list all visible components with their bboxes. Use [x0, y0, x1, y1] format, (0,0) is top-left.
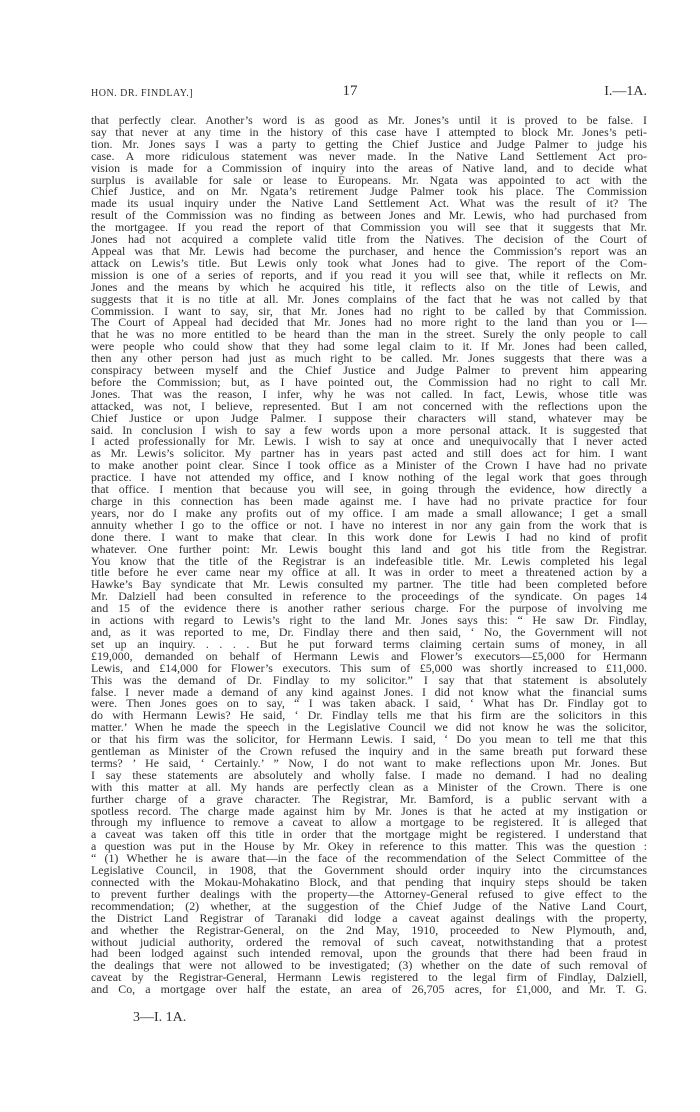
text-line: connected with the Mokau-Mohakatino Block, and that pending that inquiry steps should be taken	[91, 875, 647, 889]
text-line: charge in this connection has been made against me. I have had no private practice for four	[91, 494, 647, 508]
page-number: 17	[342, 83, 358, 99]
text-line: Jones and the means by which he acquired his title, it reflects also on the title of Lewis, and	[91, 279, 647, 294]
text-line: caveat by the Registrar-General, Hermann Lewis registered to the legal firm of Findlay, Dalziell,	[91, 970, 647, 985]
text-line: do with Hermann Lewis? He said, ‘ Dr. Findlay tells me that his firm are the solicitors in this	[91, 708, 647, 723]
text-line: conspiracy between myself and the Chief Justice and Judge Palmer to prevent him appearing	[91, 363, 647, 378]
text-line: a caveat was taken off this title in order that the mortgage might be registered. I understand that	[91, 827, 647, 842]
text-line: suggests that it is no title at all. Mr. Jones complains of the fact that he was not called by that	[91, 291, 647, 306]
text-line: the dealings that were not allowed to be investigated; (3) whether on the date of such removal of	[91, 958, 647, 973]
text-line: through my influence to remove a caveat to allow a mortgage to be registered. It is alleged that	[91, 815, 647, 830]
text-line: I acted professionally for Mr. Lewis. I wish to say at once and unequivocally that I never acted	[91, 434, 647, 449]
text-line: gentleman as Minister of the Crown refused the inquiry and in the same breath put forward these	[91, 744, 647, 759]
text-line: without judicial authority, ordered the removal of such caveat, notwithstanding that a protest	[91, 934, 647, 949]
text-line: Jones. That was the reason, I infer, why he was not called. In fact, Lewis, whose title was	[91, 386, 647, 401]
text-line: say that never at any time in the history of this case have I attempted to block Mr. Jones’s peti-	[91, 124, 647, 139]
text-line: Chief Justice or upon Judge Palmer. I suppose their characters will stand, whatever may be	[91, 410, 647, 425]
text-line: This was the demand of Dr. Findlay to my solicitor.” I say that that statement is absolutely	[91, 672, 647, 687]
text-line: matter.’ When he made the speech in the Legislative Council we did not know he was the solicitor,	[91, 720, 647, 735]
text-line: £19,000, demanded on behalf of Hermann Lewis and Flower’s executors—£5,000 for Hermann	[91, 648, 647, 663]
text-line: case. A more ridiculous statement was never made. In the Native Land Settlement Act pro-	[91, 148, 647, 163]
text-line: result of the Commission was no finding as between Jones and Mr. Lewis, who had purchased from	[91, 208, 647, 223]
text-line: whatever. One further point: Mr. Lewis bought this land and got his title from the Registrar.	[91, 541, 647, 556]
text-line: Hawke’s Bay syndicate that Mr. Lewis consulted my partner. The title had been completed before	[91, 577, 647, 592]
text-line: vision is made for a Commission of inquiry into the areas of Native land, and to decide what	[91, 160, 647, 175]
text-line: further charge of a grave character. The Registrar, Mr. Bamford, is a public servant with a	[91, 791, 647, 806]
running-head-speaker: HON. DR. FINDLAY.]	[91, 88, 194, 99]
text-line: in actions with regard to Lewis’s right to the land Mr. Jones says this: “ He saw Dr. Findlay,	[91, 613, 647, 628]
text-line: “ (1) Whether he is aware that—in the face of the recommendation of the Select Committee of the	[91, 851, 647, 866]
text-line: had been lodged against such intended removal, upon the grounds that there had been fraud in	[91, 946, 647, 961]
text-line: annuity whether I go to the office or not. I have no interest in nor any gain from the work that is	[91, 517, 647, 532]
text-line: Jones had not acquired a complete valid title from the Natives. The decision of the Court of	[91, 232, 647, 247]
text-line: that he was no more entitled to be heard than the man in the street. Surely the only people to call	[91, 327, 647, 342]
text-line: Lewis, and £14,000 for Flower’s executors. This sum of £5,000 was shortly increased to £11,000.	[91, 660, 647, 675]
text-line: Commission. I want to say, sir, that Mr. Jones had no right to be called by that Commission.	[91, 303, 647, 318]
text-line: the District Land Registrar of Taranaki did lodge a caveat against dealings with the property,	[91, 910, 647, 925]
text-line: terms? ’ He said, ‘ Certainly.’ ” Now, I do not want to make reflections upon Mr. Jones. But	[91, 755, 647, 770]
text-line: then any other person had just as much right to be called. Mr. Jones suggests that there was a	[91, 351, 647, 366]
text-line: as Mr. Lewis’s solicitor. My partner has in years past acted and still does act for him. I want	[91, 446, 647, 461]
text-line: to make another point clear. Since I took office as a Minister of the Crown I have had no private	[91, 458, 647, 473]
text-line: with this matter at all. My hands are perfectly clean as a Minister of the Crown. There is one	[91, 779, 647, 794]
text-line: years, nor do I make any profits out of my office. I am made a small allowance; I get a small	[91, 505, 647, 520]
text-line: made its usual inquiry under the Native Land Settlement Act. What was the result of it? The	[91, 196, 647, 211]
text-line: You know that the title of the Registrar is an indefeasible title. Mr. Lewis completed his legal	[91, 553, 647, 568]
text-line: surplus is available for sale or lease to Europeans. Mr. Ngata was appointed to act with the	[91, 172, 647, 187]
text-line: The Court of Appeal had decided that Mr. Jones had no more right to the land than you or I—	[91, 315, 647, 330]
text-line: and 15 of the evidence there is another rather serious charge. For the purpose of involving me	[91, 601, 647, 616]
body-text	[91, 115, 647, 996]
text-line: spotless record. The charge made against him by Mr. Jones is that he acted at my instigation or	[91, 803, 647, 818]
text-line: were. Then Jones goes on to say, “ I was taken aback. I said, ‘ What has Dr. Findlay got to	[91, 696, 647, 711]
text-line: Legislative Council, in 1908, that the Government should order inquiry into the circumstances	[91, 863, 647, 878]
text-line: attacked, was not, I believe, represented. But I am not concerned with the reflections upon the	[91, 398, 647, 413]
text-line: the mortgagee. If you read the report of that Commission you will see that it suggests that Mr.	[91, 220, 647, 235]
text-line: and whether the Registrar-General, on the 2nd May, 1910, proceeded to New Plymouth, and,	[91, 922, 647, 937]
text-line: that office. I mention that because you will see, in going through the evidence, how directly a	[91, 482, 647, 497]
text-line: Chief Justice, and on Mr. Ngata’s retirement Judge Palmer took his place. The Commission	[91, 184, 647, 199]
text-line: and, as it was reported to me, Dr. Findlay there and then said, ‘ No, the Government will not	[91, 624, 647, 639]
text-line: I say these statements are absolutely and wholly false. I made no demand. I had no dealing	[91, 767, 647, 782]
text-line: mission is one of a series of reports, and if you read it you will see that, while it reflects on Mr.	[91, 267, 647, 282]
text-line: were people who could show that they had some legal claim to it. If Mr. Jones had been called,	[91, 339, 647, 354]
text-line: and Co, a mortgage over half the estate, an area of 26,705 acres, for £1,000, and Mr. T. G.	[91, 982, 647, 997]
text-line: Mr. Dalziell had been consulted in reference to the proceedings of the syndicate. On pages 14	[91, 589, 647, 604]
text-line: a question was put in the House by Mr. Okey in reference to this matter. This was the question :	[91, 839, 647, 854]
text-line: to prevent further dealings with the property—the Attorney-General refused to give effect to the	[91, 886, 647, 901]
text-line: said. In conclusion I wish to say a few words upon a more personal attack. It is suggested that	[91, 422, 647, 437]
document-reference: I.—1A.	[604, 84, 647, 99]
text-line: set up an inquiry. . . . . But he put forward terms claiming certain sums of money, in all	[91, 636, 647, 651]
text-line: false. I never made a demand of any kind against Jones. I did not know what the financial sums	[91, 684, 647, 699]
text-line: that perfectly clear. Another’s word is as good as Mr. Jones’s until it is proved to be false. I	[91, 113, 647, 127]
text-line: practice. I have not attended my office, and I know nothing of the legal work that goes through	[91, 470, 647, 485]
text-line: recommendation; (2) whether, at the suggestion of the Chief Judge of the Native Land Court,	[91, 898, 647, 913]
text-line: done there. I want to make that clear. In this work done for Lewis I had no kind of profit	[91, 529, 647, 544]
text-line: attack on Lewis’s title. But Lewis only took what Jones had to give. The report of the Com-	[91, 255, 647, 270]
printer-signature-mark: 3—I. 1A.	[133, 1010, 187, 1025]
text-line: or that his firm was the solicitor, for Hermann Lewis. I said, ‘ Do you mean to tell me that this	[91, 732, 647, 747]
text-line: before the Commission; but, as I have pointed out, the Commission had no right to call Mr.	[91, 374, 647, 389]
text-line: Appeal was that Mr. Lewis had become the purchaser, and hence the Commission’s report was an	[91, 243, 647, 258]
text-line: tion. Mr. Jones says I was a party to getting the Chief Justice and Judge Palmer to judge his	[91, 136, 647, 151]
text-line: title before he ever came near my office at all. It was in order to meet a threatened action by a	[91, 565, 647, 580]
